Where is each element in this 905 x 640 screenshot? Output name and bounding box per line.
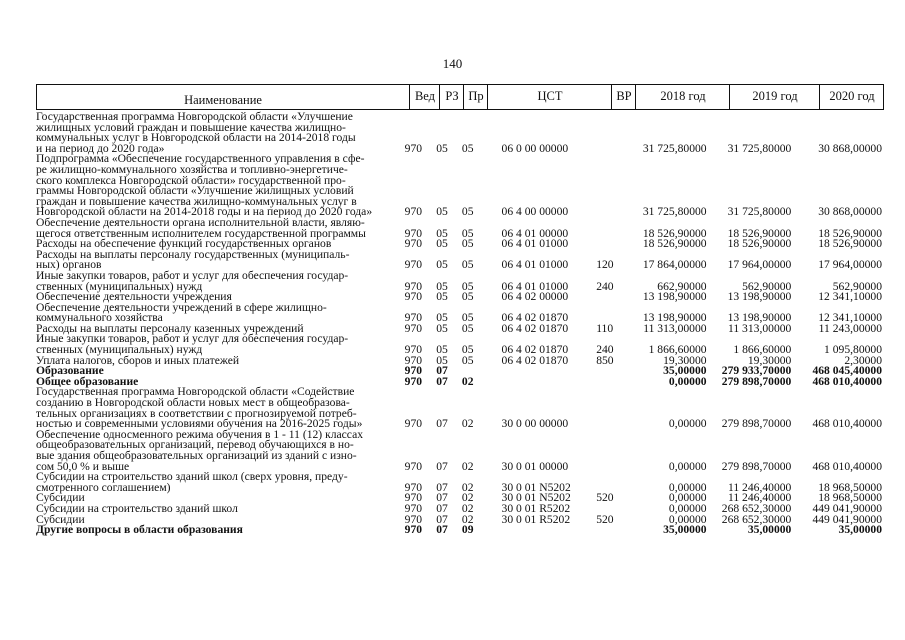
cell-pr: 05: [461, 237, 474, 251]
cell-2018: 1 866,60000: [648, 343, 707, 357]
cell-2020: 1 095,80000: [824, 343, 883, 357]
table-row: [36, 387, 882, 429]
cell-cst: 30 0 01 N5202: [501, 491, 571, 505]
cell-rz: 05: [436, 311, 448, 325]
cell-ved: 970: [404, 279, 423, 293]
table-header: [36, 84, 884, 110]
cell-name: Государственная программа Новгородской области «Улучшение жилищных условий граждан и повышение качества жилищно- коммунальных услуг в Новгородской области на 2014-2018 годы и на период до 2020 года»: [36, 110, 356, 155]
cell-2018: 662,90000: [657, 279, 707, 293]
cell-2019: 11 246,40000: [728, 480, 792, 494]
header-2018: 2018 год: [635, 85, 730, 109]
cell-2020: 17 964,00000: [818, 258, 883, 272]
cell-ved: 970: [404, 321, 423, 335]
cell-cst: 06 4 01 01000: [501, 237, 569, 251]
cell-2018: 13 198,90000: [642, 290, 707, 304]
cell-2019: 268 652,30000: [721, 512, 792, 526]
cell-cst: 06 4 02 01870: [501, 353, 569, 367]
cell-2018: 18 526,90000: [642, 226, 707, 240]
cell-pr: 09: [461, 523, 474, 537]
cell-rz: 07: [436, 501, 448, 515]
table-row: [36, 112, 882, 154]
cell-2020: 18 968,50000: [818, 491, 883, 505]
cell-2018: 0,00000: [668, 459, 707, 473]
cell-ved: 970: [404, 523, 423, 537]
cell-rz: 05: [436, 205, 448, 219]
cell-cst: 06 4 02 01870: [501, 343, 569, 357]
table-row: [36, 300, 883, 325]
cell-2020: 562,90000: [832, 279, 883, 293]
cell-ved: 970: [404, 141, 423, 155]
cell-name: Расходы на выплаты персоналу государственных (муниципаль- ных) органов: [36, 247, 350, 272]
cell-2019: 31 725,80000: [727, 141, 792, 155]
cell-name: Обеспечение деятельности органа исполнительной власти, являю- щегося ответственным исполнителем государственной программы: [36, 215, 366, 240]
cell-2018: 0,00000: [668, 417, 707, 431]
cell-pr: 05: [461, 226, 474, 240]
cell-2020: 449 041,90000: [812, 501, 883, 515]
cell-2020: 30 868,00000: [818, 141, 883, 155]
cell-2018: 18 526,90000: [642, 237, 707, 251]
cell-ved: 970: [404, 512, 423, 526]
cell-ved: 970: [404, 311, 423, 325]
cell-rz: 07: [436, 491, 448, 505]
cell-vr: 120: [596, 258, 614, 272]
cell-pr: 02: [461, 512, 474, 526]
cell-name: Расходы на обеспечение функций государственных органов: [36, 237, 332, 251]
cell-2019: 31 725,80000: [727, 205, 792, 219]
cell-2020: 468 045,40000: [812, 364, 883, 378]
cell-pr: 05: [461, 258, 474, 272]
cell-2019: 279 898,70000: [721, 374, 792, 388]
cell-2019: 18 526,90000: [727, 226, 792, 240]
cell-name: Субсидии на строительство зданий школ: [36, 501, 238, 515]
cell-cst: 06 4 02 01870: [501, 311, 569, 325]
cell-ved: 970: [404, 374, 423, 388]
cell-ved: 970: [404, 491, 423, 505]
cell-name: Обеспечение деятельности учреждения: [36, 290, 232, 304]
header-name: Наименование: [184, 93, 262, 107]
cell-vr: 850: [596, 353, 614, 367]
table-row: [36, 247, 883, 272]
header-ved: Вед: [409, 85, 440, 109]
cell-cst: 30 0 00 00000: [501, 417, 569, 431]
cell-ved: 970: [404, 237, 423, 251]
cell-ved: 970: [404, 353, 423, 367]
table-row: [36, 268, 883, 293]
cell-pr: 05: [461, 353, 474, 367]
cell-cst: 30 0 01 R5202: [501, 512, 571, 526]
cell-pr: 02: [461, 501, 474, 515]
cell-rz: 07: [436, 364, 448, 378]
cell-ved: 970: [404, 501, 423, 515]
cell-2018: 0,00000: [668, 512, 707, 526]
cell-2019: 19,30000: [747, 353, 792, 367]
table-row: [36, 472, 882, 493]
cell-2020: 468 010,40000: [812, 417, 883, 431]
cell-2020: 2,30000: [844, 353, 883, 367]
cell-name: Государственная программа Новгородской области «Содействие созданию в Новгородской области новых мест в общеобразова- тельных организациях в соответствии с прогнозируемой потреб- ностью и современными условиями обучения на 2016-2025 годы»: [36, 385, 363, 431]
cell-name: Образование: [36, 364, 104, 378]
cell-pr: 02: [461, 417, 474, 431]
cell-2019: 13 198,90000: [727, 311, 792, 325]
cell-2019: 18 526,90000: [727, 237, 792, 251]
cell-cst: 30 0 01 N5202: [501, 480, 571, 494]
cell-name: Уплата налогов, сборов и иных платежей: [36, 353, 240, 367]
cell-ved: 970: [404, 417, 423, 431]
cell-2019: 279 898,70000: [721, 459, 792, 473]
cell-2019: 11 313,00000: [728, 321, 792, 335]
cell-2020: 468 010,40000: [812, 374, 883, 388]
cell-pr: 02: [461, 480, 474, 494]
cell-2020: 35,00000: [838, 523, 883, 537]
cell-ved: 970: [404, 480, 423, 494]
cell-2020: 12 341,10000: [818, 311, 883, 325]
cell-vr: 240: [596, 279, 614, 293]
cell-2018: 11 313,00000: [643, 321, 707, 335]
cell-rz: 07: [436, 417, 448, 431]
cell-cst: 06 4 00 00000: [501, 205, 569, 219]
cell-name: Субсидии на строительство зданий школ (сверх уровня, преду- смотренного соглашением): [36, 470, 348, 494]
cell-2018: 0,00000: [668, 480, 707, 494]
cell-name: Субсидии: [36, 512, 85, 526]
cell-cst: 06 4 01 01000: [501, 258, 569, 272]
cell-2020: 18 968,50000: [818, 480, 883, 494]
cell-rz: 05: [436, 353, 448, 367]
cell-2019: 268 652,30000: [721, 501, 792, 515]
cell-pr: 05: [461, 343, 474, 357]
cell-rz: 05: [436, 237, 448, 251]
cell-vr: 520: [596, 491, 614, 505]
cell-name: Субсидии: [36, 491, 85, 505]
cell-rz: 05: [436, 258, 448, 272]
cell-rz: 07: [436, 459, 448, 473]
cell-2019: 17 964,00000: [727, 258, 792, 272]
cell-2019: 1 866,60000: [733, 343, 792, 357]
cell-rz: 07: [436, 480, 448, 494]
cell-pr: 05: [461, 279, 474, 293]
cell-name: Другие вопросы в области образования: [36, 523, 243, 537]
cell-rz: 07: [436, 512, 448, 526]
cell-2019: 562,90000: [742, 279, 792, 293]
cell-cst: 06 4 01 00000: [501, 226, 569, 240]
header-rz: РЗ: [439, 85, 464, 109]
cell-2019: 35,00000: [747, 523, 792, 537]
page-number: 140: [442, 56, 463, 71]
cell-pr: 05: [461, 290, 474, 304]
cell-2019: 279 898,70000: [721, 417, 792, 431]
cell-cst: 06 0 00 00000: [501, 141, 569, 155]
table-row: [36, 427, 883, 473]
cell-pr: 05: [461, 205, 474, 219]
cell-name: Обеспечение односменного режима обучения в 1 - 11 (12) классах общеобразовательных организаций, перевод обучающихся в но- вые здания общеобразовательных организаций из зданий с изно- сом 50,0 % и выше: [36, 427, 364, 473]
cell-pr: 05: [461, 321, 474, 335]
cell-cst: 06 4 02 00000: [501, 290, 569, 304]
cell-ved: 970: [404, 364, 423, 378]
table-row: [36, 154, 882, 218]
cell-pr: 02: [461, 459, 474, 473]
cell-cst: 06 4 02 01870: [501, 321, 569, 335]
cell-2020: 12 341,10000: [818, 290, 883, 304]
cell-2018: 31 725,80000: [642, 205, 707, 219]
table-body: [36, 112, 882, 536]
cell-cst: 30 0 01 00000: [501, 459, 569, 473]
cell-ved: 970: [404, 205, 423, 219]
cell-rz: 05: [436, 290, 448, 304]
header-2020: 2020 год: [819, 85, 884, 109]
cell-2018: 31 725,80000: [642, 141, 707, 155]
cell-2020: 449 041,90000: [812, 512, 883, 526]
header-cst: ЦСТ: [487, 85, 612, 109]
cell-2018: 17 864,00000: [642, 258, 707, 272]
cell-cst: 06 4 01 01000: [501, 279, 569, 293]
cell-2018: 0,00000: [668, 501, 707, 515]
cell-pr: 02: [461, 374, 474, 388]
cell-name: Иные закупки товаров, работ и услуг для обеспечения государ- ственных (муниципальных) нужд: [36, 332, 349, 357]
table-row: [36, 525, 882, 536]
cell-2018: 0,00000: [668, 374, 707, 388]
cell-rz: 05: [436, 279, 448, 293]
cell-pr: 02: [461, 491, 474, 505]
cell-2020: 11 243,00000: [818, 321, 883, 335]
cell-2019: 279 933,70000: [721, 364, 792, 378]
header-2019: 2019 год: [729, 85, 820, 109]
cell-2018: 35,00000: [663, 523, 707, 537]
cell-rz: 05: [436, 343, 448, 357]
cell-ved: 970: [404, 290, 423, 304]
cell-rz: 07: [436, 374, 448, 388]
cell-name: Иные закупки товаров, работ и услуг для обеспечения государ- ственных (муниципальных) нужд: [36, 268, 349, 293]
table-row: [36, 334, 882, 355]
cell-2020: 18 526,90000: [818, 237, 883, 251]
cell-2020: 18 526,90000: [818, 226, 883, 240]
cell-name: Подпрограмма «Обеспечение государственного управления в сфе- ре жилищно-коммунального хозяйства и топливно-энергетиче- ского комплекса Новгородской области» государственной про- граммы Новгородской области «Улучшение жилищных условий граждан и повышение качества жилищно-коммунальных услуг в Новгородской области на 2014-2018 годы и на период до 2020 года»: [36, 152, 373, 219]
cell-rz: 07: [436, 523, 448, 537]
cell-2020: 468 010,40000: [812, 459, 883, 473]
cell-rz: 05: [436, 141, 448, 155]
cell-rz: 05: [436, 321, 448, 335]
cell-2018: 0,00000: [668, 491, 707, 505]
cell-ved: 970: [404, 258, 423, 272]
cell-name: Обеспечение деятельности учреждений в сфере жилищно- коммунального хозяйства: [36, 300, 327, 325]
header-vr: ВР: [611, 85, 636, 109]
cell-ved: 970: [404, 343, 423, 357]
cell-pr: 05: [461, 141, 474, 155]
cell-ved: 970: [404, 459, 423, 473]
table-row: [36, 215, 883, 240]
cell-pr: 05: [461, 311, 474, 325]
cell-vr: 240: [596, 343, 614, 357]
cell-ved: 970: [404, 226, 423, 240]
cell-2020: 30 868,00000: [818, 205, 883, 219]
cell-vr: 110: [596, 321, 614, 335]
cell-2018: 19,30000: [663, 353, 707, 367]
cell-2018: 13 198,90000: [642, 311, 707, 325]
header-pr: Пр: [463, 85, 488, 109]
cell-vr: 520: [596, 512, 614, 526]
cell-2019: 11 246,40000: [728, 491, 792, 505]
cell-name: Общее образование: [36, 374, 139, 388]
cell-2018: 35,00000: [663, 364, 707, 378]
cell-2019: 13 198,90000: [727, 290, 792, 304]
cell-cst: 30 0 01 R5202: [501, 501, 571, 515]
cell-rz: 05: [436, 226, 448, 240]
cell-name: Расходы на выплаты персоналу казенных учреждений: [36, 321, 304, 335]
